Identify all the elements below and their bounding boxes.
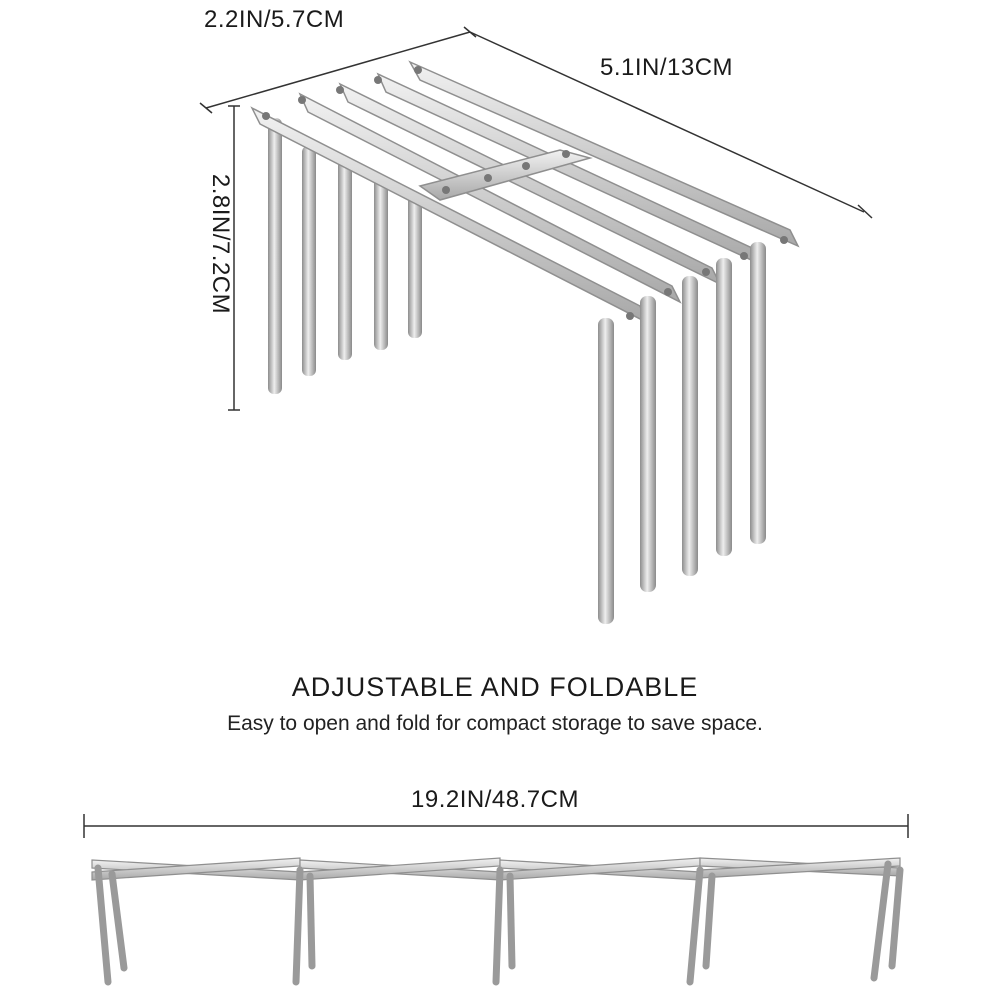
extended-length-label: 19.2IN/48.7CM — [411, 786, 579, 813]
width-dimension-label: 2.2IN/5.7CM — [204, 6, 345, 33]
feature-title: ADJUSTABLE AND FOLDABLE — [291, 672, 699, 702]
height-dimension-label: 2.8IN/7.2CM — [207, 173, 235, 315]
extended-rack — [92, 858, 900, 982]
extended-legs — [98, 864, 900, 982]
extended-bars — [92, 858, 900, 880]
feature-description: Easy to open and fold for compact storage to save space. — [227, 712, 763, 735]
length-dimension-label: 5.1IN/13CM — [600, 54, 734, 81]
width-dimension-line — [206, 32, 470, 108]
